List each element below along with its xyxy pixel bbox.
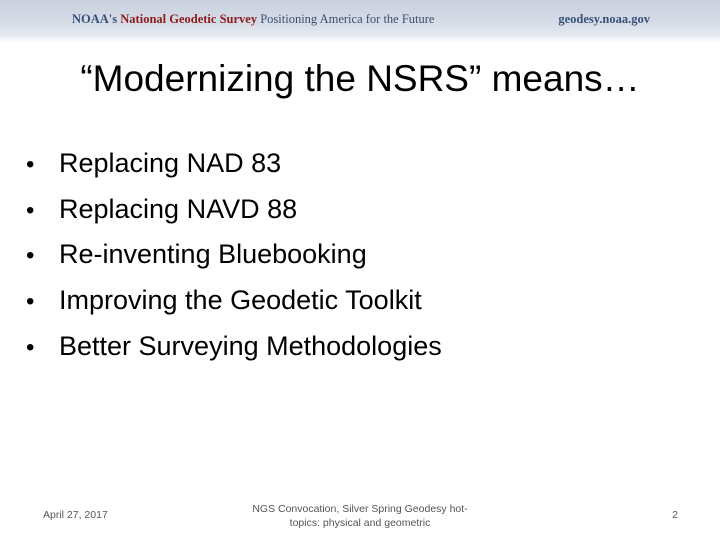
banner-tagline: Positioning America for the Future (260, 12, 435, 26)
slide-title: “Modernizing the NSRS” means… (80, 58, 640, 99)
banner-title (72, 12, 434, 27)
bullet-icon: • (26, 242, 35, 270)
bullet-icon: • (26, 196, 35, 224)
banner-agency: National Geodetic Survey (120, 12, 258, 26)
bullet-text: Improving the Geodetic Toolkit (59, 285, 422, 316)
bullet-item (26, 285, 442, 331)
banner-org: NOAA's (72, 12, 118, 26)
bullet-icon: • (26, 151, 35, 178)
bullet-text: Better Surveying Methodologies (59, 330, 442, 361)
bullet-item (26, 331, 442, 377)
footer-event: NGS Convocation, Silver Spring Geodesy hot-topics: physical and geometric (252, 503, 468, 529)
bullet-item (26, 194, 442, 240)
bullet-text: Replacing NAVD 88 (59, 193, 298, 224)
bullet-item (26, 239, 442, 285)
bullet-item (26, 148, 442, 194)
bullet-icon: • (26, 288, 35, 316)
page-number: 2 (672, 509, 678, 521)
bullet-list (26, 148, 442, 376)
bullet-icon: • (26, 333, 35, 361)
header-banner (0, 0, 720, 42)
footer-date: April 27, 2017 (43, 509, 108, 521)
banner-website: geodesy.noaa.gov (558, 12, 650, 26)
bullet-text: Replacing NAD 83 (59, 148, 282, 178)
bullet-text: Re-inventing Bluebooking (59, 239, 367, 270)
